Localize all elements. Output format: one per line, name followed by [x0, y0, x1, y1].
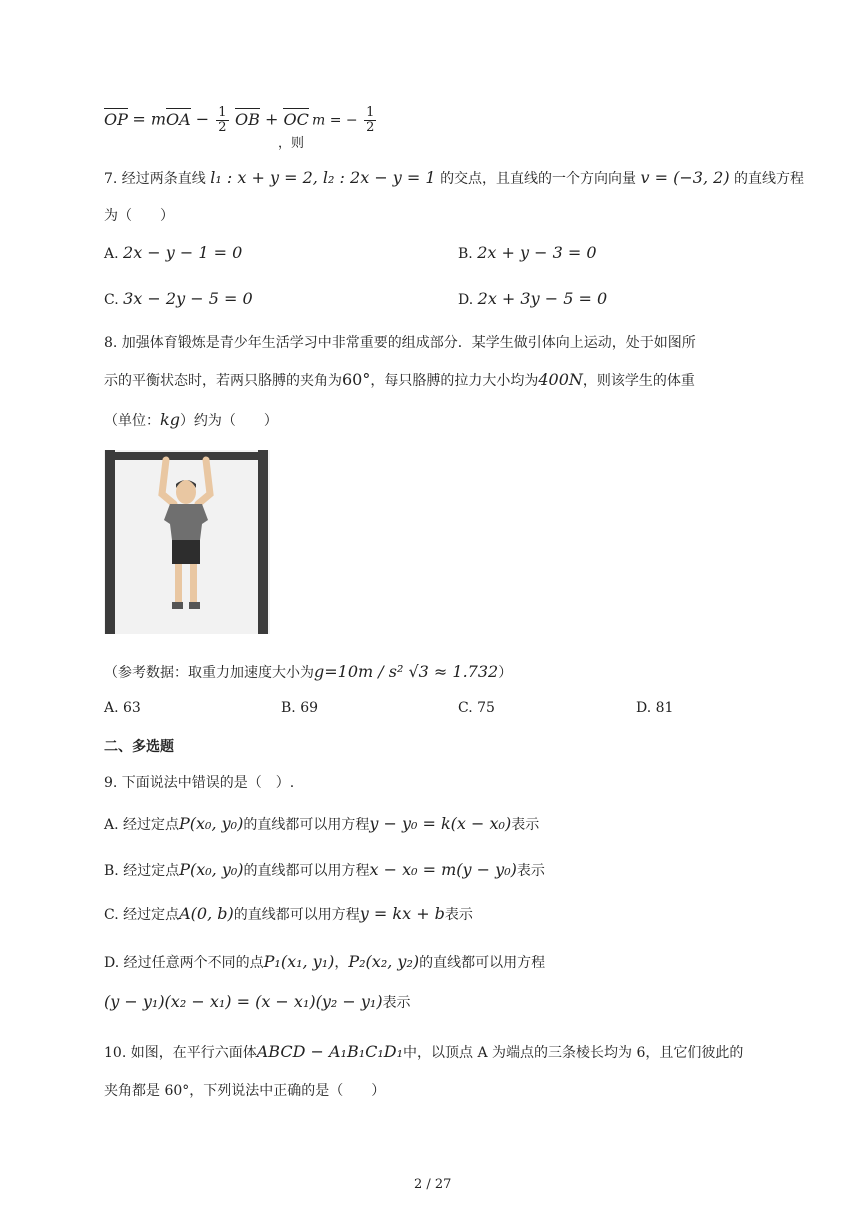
q8-stem-line2: 示的平衡状态时，若两只胳膊的夹角为60°，每只胳膊的拉力大小均为400N，则该学生的体重 — [104, 370, 695, 389]
q8-stem-line3: （单位：kg）约为（ ） — [104, 410, 278, 429]
vector-op: OP — [104, 109, 128, 129]
q9-option-b: B. 经过定点P(x₀, y₀)的直线都可以用方程x − x₀ = m(y − y₀)表示 — [104, 860, 545, 879]
bar-right-post — [258, 450, 268, 634]
prev-answer-line: OP = mOA − $\frac{1}{2}$ OB + OC — [104, 105, 309, 135]
q7-option-b: B. 2x + y − 3 = 0 — [458, 243, 597, 262]
page-number: 2 / 27 — [414, 1177, 452, 1192]
q7-option-d: D. 2x + 3y − 5 = 0 — [458, 289, 608, 308]
q8-option-b: B. 69 — [281, 700, 319, 716]
q7-option-a: A. 2x − y − 1 = 0 — [104, 243, 243, 262]
q10-stem-line2: 夹角都是 60°，下列说法中正确的是（ ） — [104, 1083, 386, 1099]
q7-vector: v = (−3, 2) — [640, 168, 730, 187]
q8-reference-data: （参考数据：取重力加速度大小为g=10m / s² √3 ≈ 1.732） — [104, 662, 513, 681]
prev-then: ，则 — [278, 136, 305, 151]
q8-option-a: A. 63 — [104, 700, 141, 716]
q10-solid: ABCD − A₁B₁C₁D₁ — [256, 1042, 404, 1061]
vector-oa: OA — [166, 109, 191, 129]
section-title-multi-choice: 二、多选题 — [104, 739, 174, 755]
q9-option-c: C. 经过定点A(0, b)的直线都可以用方程y = kx + b表示 — [104, 904, 473, 923]
q7-stem-line2: 为（ ） — [104, 208, 174, 224]
fraction-m: $\frac{1}{2}$ — [366, 105, 375, 135]
q8-option-c: C. 75 — [458, 700, 495, 716]
q7-lines: l₁ : x + y = 2, l₂ : 2x − y = 1 — [210, 168, 436, 187]
q9-option-d: D. 经过任意两个不同的点P₁(x₁, y₁)，P₂(x₂, y₂)的直线都可以用方程 — [104, 952, 546, 971]
q10-stem-line1: 10. 如图，在平行六面体ABCD − A₁B₁C₁D₁中，以顶点 A 为端点的三条棱长均为 6，且它们彼此的 — [104, 1042, 744, 1061]
vector-oc: OC — [283, 109, 309, 129]
q9-option-d-equation: (y − y₁)(x₂ − x₁) = (x − x₁)(y₂ − y₁)表示 — [104, 992, 411, 1011]
fraction-half: $\frac{1}{2}$ — [218, 105, 227, 135]
q8-unit: kg — [160, 410, 180, 429]
q8-force: 400N — [538, 370, 583, 389]
q8-angle: 60° — [342, 370, 371, 389]
q9-option-a: A. 经过定点P(x₀, y₀)的直线都可以用方程y − y₀ = k(x − x₀)表示 — [104, 814, 540, 833]
bar-left-post — [105, 450, 115, 634]
q7-option-c: C. 3x − 2y − 5 = 0 — [104, 289, 253, 308]
q8-stem-line1: 8. 加强体育锻炼是青少年生活学习中非常重要的组成部分．某学生做引体向上运动，处于如图所 — [104, 335, 696, 351]
q7-stem: 7. 经过两条直线 l₁ : x + y = 2, l₂ : 2x − y = 1 的交点，且直线的一个方向向量 v = (−3, 2) 的直线方程 — [104, 168, 805, 187]
bar-top — [105, 452, 268, 460]
q8-option-d: D. 81 — [636, 700, 674, 716]
q9-stem: 9. 下面说法中错误的是（ ）. — [104, 775, 295, 791]
prev-m-value: m = − $\frac{1}{2}$ — [312, 105, 375, 135]
vector-ob: OB — [235, 109, 260, 129]
pullup-figure — [104, 450, 270, 634]
q8-reference-values: g=10m / s² √3 ≈ 1.732 — [314, 662, 499, 681]
